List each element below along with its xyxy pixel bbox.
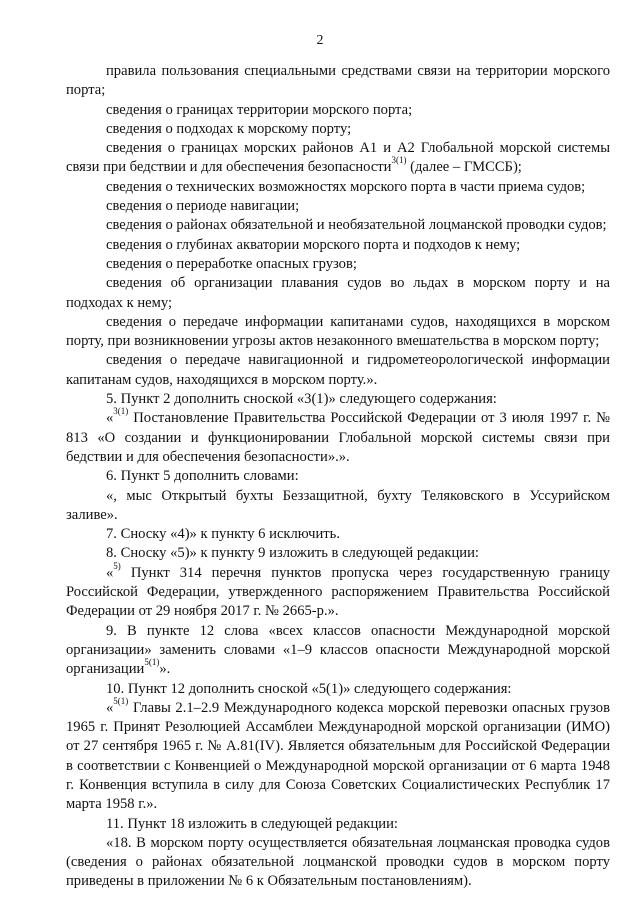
paragraph-text: ».: [159, 661, 171, 678]
paragraph-text: «: [106, 410, 114, 427]
paragraph-text: Пункт 314 перечня пунктов пропуска через государственную границу Российской Федерации, утвержденного распоряжением Правительства Российской Федерации от 29 ноября 2017 г. № 2665-р.».: [66, 564, 610, 620]
paragraph: сведения о подходах к морскому порту;: [106, 120, 352, 137]
paragraph-text: сведения о границах морских районов А1 и А2 Глобальной морской системы связи при бедствии и для обеспечения безопасности: [66, 140, 610, 176]
paragraph: [66, 139, 610, 178]
paragraph: сведения о границах территории морского порта;: [106, 101, 413, 118]
paragraph: сведения о передаче навигационной и гидрометеорологической информации капитанам судов, находящихся в морском порту.».: [66, 352, 610, 388]
footnote-mark: 5): [113, 560, 121, 571]
paragraph: правила пользования специальными средствами связи на территории морского порта;: [66, 63, 610, 99]
paragraph: 7. Сноску «4)» к пункту 6 исключить.: [106, 526, 340, 543]
footnote-mark: 3(1): [391, 155, 407, 166]
paragraph: 8. Сноску «5)» к пункту 9 изложить в следующей редакции:: [106, 545, 479, 562]
footnote-mark: 3(1): [113, 406, 129, 417]
paragraph: 10. Пункт 12 дополнить сноской «5(1)» следующего содержания:: [106, 680, 512, 697]
paragraph: сведения о переработке опасных грузов;: [106, 255, 357, 272]
paragraph: [66, 560, 610, 622]
paragraph-text: 9. В пункте 12 слова «всех классов опасности Международной морской организации» заменить словами «1–9 классов опасности Международной морской организации: [66, 622, 610, 678]
paragraph: 6. Пункт 5 дополнить словами:: [106, 468, 299, 485]
paragraph: [66, 406, 610, 467]
paragraph-text: (далее – ГМССБ);: [406, 159, 522, 176]
paragraph: [66, 622, 610, 680]
paragraph: 11. Пункт 18 изложить в следующей редакции:: [106, 815, 398, 832]
paragraph-text: Главы 2.1–2.9 Международного кодекса морской перевозки опасных грузов 1965 г. Принят Резолюцией Ассамблеи Международной морской организации (ИМО) от 27 сентября 1965 г. № А.81(IV). Является обязательным для Российской Федерации в соответствии с Конвенцией о Международной морской организации от 6 марта 1948 г. Конвенция вступила в силу для Союза Советских Социалистических Республик 17 марта 1958 г.».: [66, 699, 610, 813]
page-number: 2: [316, 33, 324, 48]
footnote-mark: 5(1): [144, 657, 160, 668]
paragraph: сведения о технических возможностях морского порта в части приема судов;: [106, 178, 586, 195]
paragraph: [66, 695, 610, 815]
paragraph: сведения об организации плавания судов во льдах в морском порту и на подходах к нему;: [66, 275, 610, 311]
paragraph-text: Постановление Правительства Российской Федерации от 3 июля 1997 г. № 813 «О создании и функционировании Глобальной морской системы связи при бедствии и для обеспечения безопасности».».: [66, 410, 610, 465]
paragraph-text: «: [106, 564, 114, 581]
footnote-mark: 5(1): [113, 695, 129, 706]
paragraph-text: «: [106, 699, 114, 716]
paragraph: сведения о глубинах акватории морского порта и подходов к нему;: [106, 236, 521, 253]
paragraph: сведения о периоде навигации;: [106, 198, 300, 215]
document-body: [66, 62, 610, 892]
paragraph: «18. В морском порту осуществляется обязательная лоцманская проводка судов (сведения о районах обязательной лоцманской проводки судов в морском порту приведены в приложении № 6 к Обязательным постановлениям).: [66, 834, 610, 890]
paragraph: 5. Пункт 2 дополнить сноской «3(1)» следующего содержания:: [106, 391, 497, 408]
paragraph: сведения о районах обязательной и необязательной лоцманской проводки судов;: [106, 217, 607, 234]
paragraph: «, мыс Открытый бухты Беззащитной, бухту Теляковского в Уссурийском заливе».: [66, 487, 610, 523]
paragraph: сведения о передаче информации капитанами судов, находящихся в морском порту, при возникновении угрозы актов незаконного вмешательства в морском порту;: [66, 313, 610, 350]
